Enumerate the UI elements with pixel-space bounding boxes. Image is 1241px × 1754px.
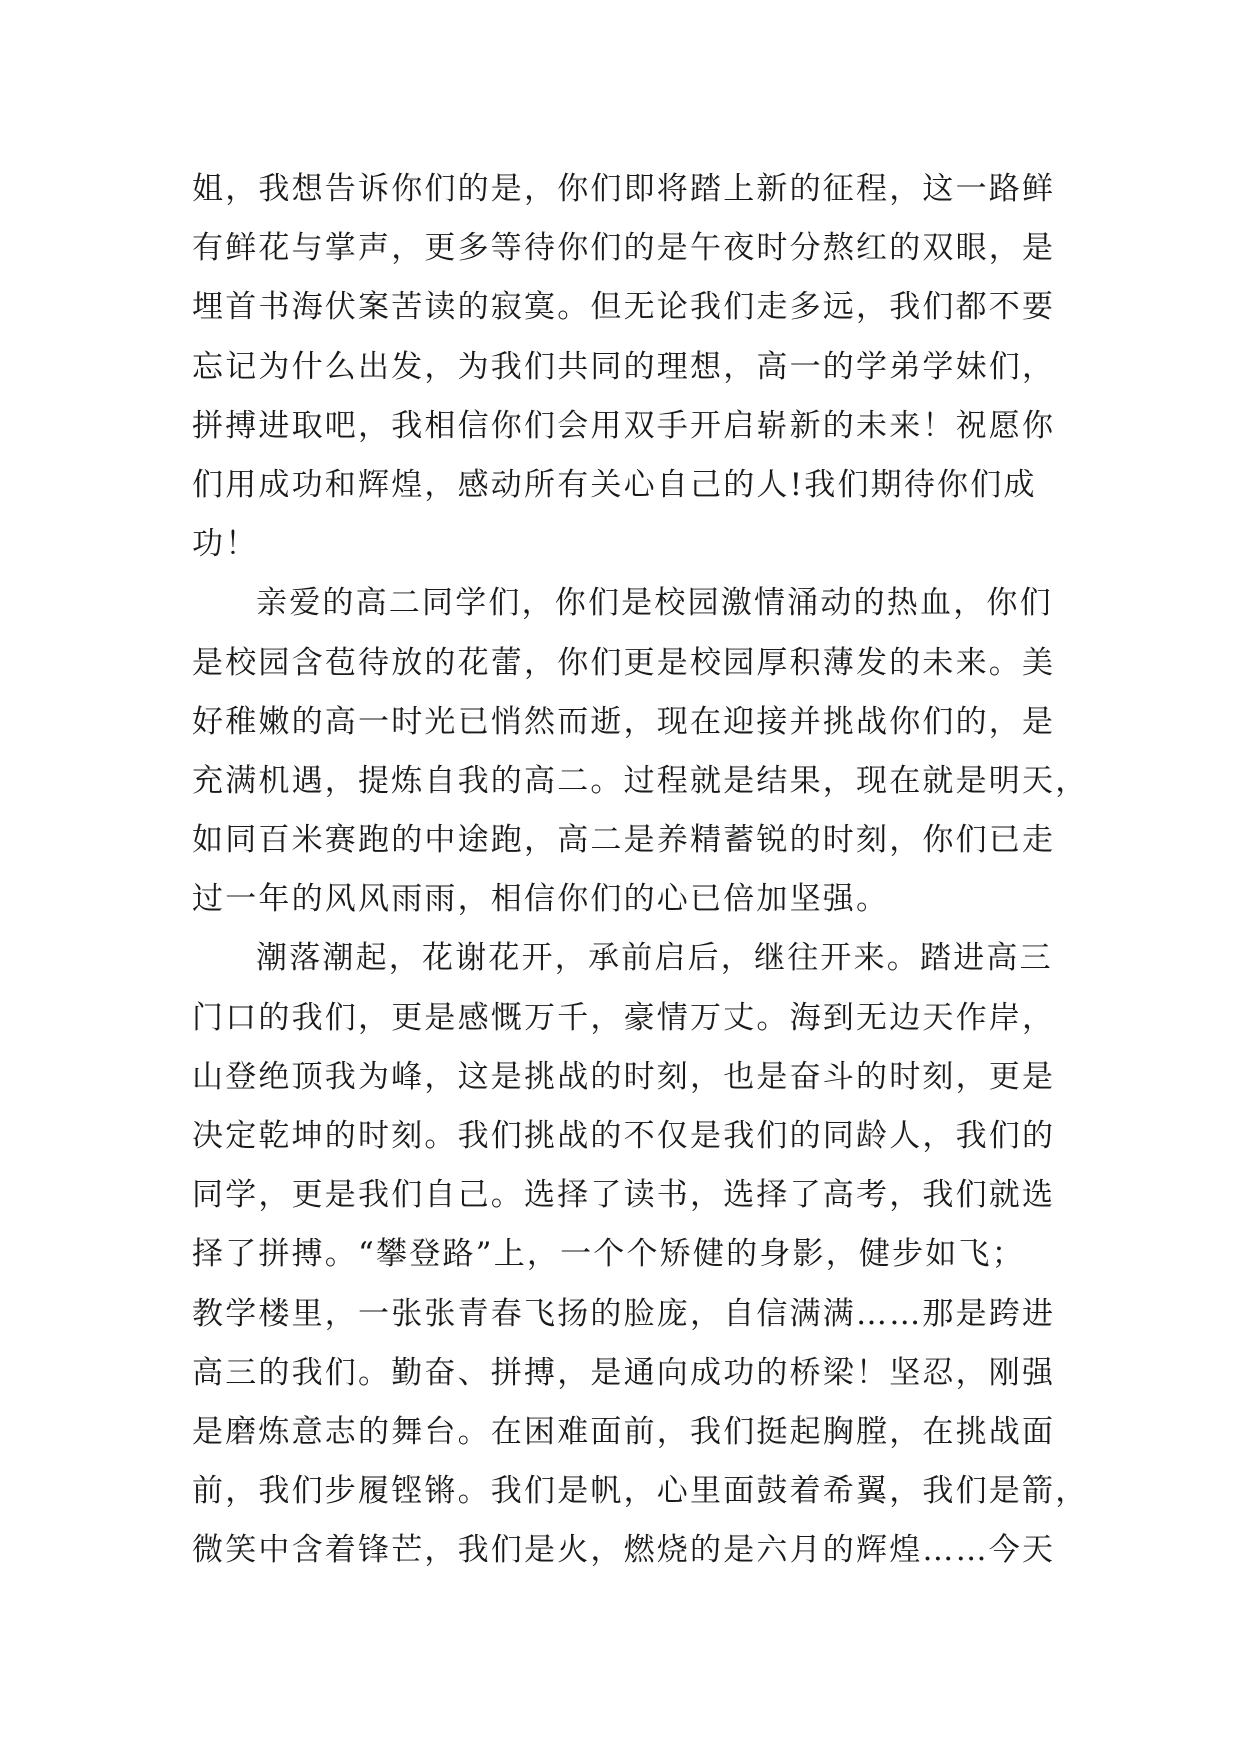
text-line: 微笑中含着锋芒，我们是火，燃烧的是六月的辉煌……今天 <box>192 1532 1056 1569</box>
text-line: 好稚嫩的高一时光已悄然而逝，现在迎接并挑战你们的，是 <box>192 703 1056 740</box>
text-line: 高三的我们。勤奋、拼搏，是通向成功的桥梁！坚忍，刚强 <box>192 1354 1056 1391</box>
text-line: 如同百米赛跑的中途跑，高二是养精蓄锐的时刻，你们已走 <box>192 822 1056 859</box>
text-line: 决定乾坤的时刻。我们挑战的不仅是我们的同龄人，我们的 <box>192 1118 1056 1154</box>
text-line: 教学楼里，一张张青春飞扬的脸庞，自信满满……那是跨进 <box>192 1295 1056 1332</box>
text-line: 山登绝顶我为峰，这是挑战的时刻，也是奋斗的时刻，更是 <box>192 1058 1056 1095</box>
text-line: 是校园含苞待放的花蕾，你们更是校园厚积薄发的未来。美 <box>192 644 1056 681</box>
text-line: 姐，我想告诉你们的是，你们即将踏上新的征程，这一路鲜 <box>192 171 1056 207</box>
body-text <box>192 160 1089 1581</box>
text-line: 忘记为什么出发，为我们共同的理想，高一的学弟学妹们， <box>192 348 1056 385</box>
text-line: 拼搏进取吧，我相信你们会用双手开启崭新的未来！祝愿你 <box>192 407 1056 444</box>
text-line: 门口的我们，更是感慨万千，豪情万丈。海到无边天作岸， <box>192 999 1056 1036</box>
text-line: 功！ <box>192 526 259 563</box>
paragraph-1 <box>192 160 1072 574</box>
text-line: 亲爱的高二同学们，你们是校园激情涌动的热血，你们 <box>256 585 1053 622</box>
text-line: 择了拼搏。“攀登路”上，一个个矫健的身影，健步如飞； <box>192 1236 1025 1273</box>
text-line: 是磨炼意志的舞台。在困难面前，我们挺起胸膛，在挑战面 <box>192 1413 1056 1450</box>
text-line: 有鲜花与掌声，更多等待你们的是午夜时分熬红的双眼，是 <box>192 230 1056 267</box>
text-line: 们用成功和辉煌，感动所有关心自己的人!我们期待你们成 <box>192 466 1037 503</box>
paragraph-3 <box>192 929 1089 1580</box>
text-line: 潮落潮起，花谢花开，承前启后，继往开来。踏进高三 <box>256 940 1053 977</box>
text-line: 同学，更是我们自己。选择了读书，选择了高考，我们就选 <box>192 1177 1056 1214</box>
text-line: 过一年的风风雨雨，相信你们的心已倍加坚强。 <box>192 881 890 918</box>
text-line: 充满机遇，提炼自我的高二。过程就是结果，现在就是明天， <box>192 762 1089 799</box>
paragraph-2 <box>192 574 1089 929</box>
text-line: 前，我们步履铿锵。我们是帆，心里面鼓着希翼，我们是箭， <box>192 1473 1089 1510</box>
text-line: 埋首书海伏案苦读的寂寞。但无论我们走多远，我们都不要 <box>192 289 1056 326</box>
